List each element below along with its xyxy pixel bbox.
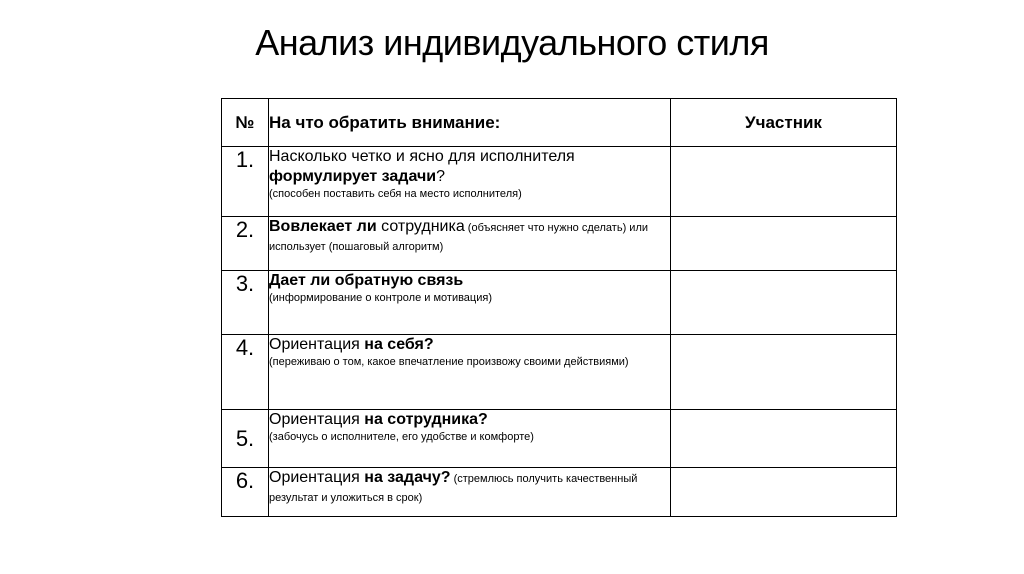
row-question <box>269 468 671 517</box>
question-note: (информирование о контроле и мотивация) <box>269 292 492 304</box>
table-row <box>222 335 897 410</box>
row-number: 6. <box>222 468 269 517</box>
row-number: 3. <box>222 271 269 335</box>
table-header-row <box>222 99 897 147</box>
row-question <box>269 217 671 271</box>
participant-cell[interactable] <box>671 271 897 335</box>
header-participant: Участник <box>671 99 897 147</box>
row-question <box>269 147 671 217</box>
table-row <box>222 468 897 517</box>
row-number: 1. <box>222 147 269 217</box>
participant-cell[interactable] <box>671 468 897 517</box>
table-row <box>222 271 897 335</box>
row-question <box>269 271 671 335</box>
question-text: Ориентация <box>269 336 365 353</box>
participant-cell[interactable] <box>671 217 897 271</box>
question-text: Насколько четко и ясно для исполнителя <box>269 148 575 165</box>
row-number: 4. <box>222 335 269 410</box>
row-question <box>269 410 671 468</box>
row-number: 5. <box>222 410 269 468</box>
row-number: 2. <box>222 217 269 271</box>
question-bold: на себя? <box>364 336 434 353</box>
participant-cell[interactable] <box>671 410 897 468</box>
header-question: На что обратить внимание: <box>269 99 671 147</box>
table-row <box>222 147 897 217</box>
row-question <box>269 335 671 410</box>
participant-cell[interactable] <box>671 147 897 217</box>
question-note: (забочусь о исполнителе, его удобстве и комфорте) <box>269 431 534 443</box>
header-number: № <box>222 99 269 147</box>
question-text: сотрудника <box>376 218 465 235</box>
analysis-table <box>221 98 897 517</box>
question-note: (объясняет что нужно сделать) или использует (пошаговый алгоритм) <box>269 222 649 253</box>
question-bold: Дает ли обратную связь <box>269 272 464 289</box>
table-row <box>222 217 897 271</box>
question-note: (переживаю о том, какое впечатление произвожу своими действиями) <box>269 356 629 368</box>
question-bold: на задачу? <box>364 469 451 486</box>
question-text: Ориентация <box>269 411 365 428</box>
question-bold: на сотрудника? <box>364 411 488 428</box>
question-bold: формулирует задачи <box>269 168 437 185</box>
question-note: (стремлюсь получить качественный результат и уложиться в срок) <box>269 473 638 504</box>
participant-cell[interactable] <box>671 335 897 410</box>
question-note: (способен поставить себя на место исполнителя) <box>269 188 522 200</box>
question-text: Ориентация <box>269 469 365 486</box>
page-title: Анализ индивидуального стиля <box>255 22 769 63</box>
table-row <box>222 410 897 468</box>
question-text: ? <box>436 168 445 185</box>
question-bold: Вовлекает ли <box>269 218 377 235</box>
